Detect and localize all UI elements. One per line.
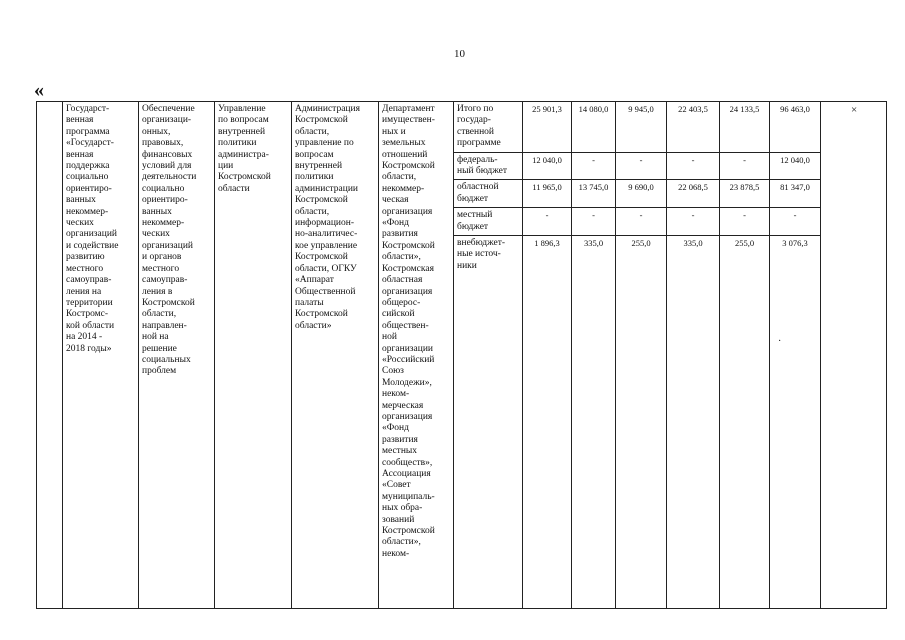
- funding-source-local: местный бюджет: [454, 208, 523, 236]
- value-cell: 1 896,3: [523, 236, 572, 609]
- value-cell: 12 040,0: [523, 152, 572, 180]
- value-cell: 335,0: [667, 236, 720, 609]
- value-cell: -: [616, 208, 667, 236]
- value-cell-total: 3 076,3: [770, 236, 821, 609]
- co-executors-cell: Администрация Костромской области, управление по вопросам внутренней политики администрации Костромской области, информацион- но-аналитичес- кое управление Костромской области, ОГКУ «Аппарат Общественной палаты Костромской области»: [292, 102, 379, 609]
- value-cell: 25 901,3: [523, 102, 572, 153]
- opening-quote-mark: «: [34, 79, 44, 101]
- value-cell: -: [667, 152, 720, 180]
- value-cell-total: -: [770, 208, 821, 236]
- cross-mark: ×: [851, 104, 858, 116]
- value-cell: -: [720, 208, 770, 236]
- page-number: 10: [454, 48, 465, 60]
- participants-cell: Департамент имуществен- ных и земельных отношений Костромской области, некоммер- ческая организация «Фонд развития Костромской области», Костромская областная организация общерос- сийской обществен- ной организации «Российский Союз Молодежи», неком- мерческая организация «Фонд развития местных сообществ», Ассоциация «Совет муниципаль- ных обра- зований Костромской области», неком-: [379, 102, 454, 609]
- program-goal-cell: Обеспечение организаци- онных, правовых, финансовых условий для деятельности социально ориентиро- ванных некоммер- ческих организаций и органов местного самоуправ- ления в Костромской области, направлен- ной на решение социальных проблем: [139, 102, 215, 609]
- value-cell: 335,0: [572, 236, 616, 609]
- value-cell: 255,0: [616, 236, 667, 609]
- value-cell: 23 878,5: [720, 180, 770, 208]
- value-cell: 22 403,5: [667, 102, 720, 153]
- empty-index-cell: [37, 102, 63, 609]
- value-cell: -: [616, 152, 667, 180]
- funding-source-regional: областной бюджет: [454, 180, 523, 208]
- value-cell-total: 96 463,0: [770, 102, 821, 153]
- value-cell: 13 745,0: [572, 180, 616, 208]
- value-cell: -: [523, 208, 572, 236]
- stray-mark: ·: [778, 336, 782, 347]
- empty-last-column: [821, 102, 887, 609]
- value-cell: -: [667, 208, 720, 236]
- responsible-executor-cell: Управление по вопросам внутренней политики администра- ции Костромской области: [215, 102, 292, 609]
- program-table: [36, 101, 887, 609]
- value-cell: 9 945,0: [616, 102, 667, 153]
- funding-source-extrabudgetary: внебюджет- ные источ- ники: [454, 236, 523, 609]
- value-cell: -: [572, 152, 616, 180]
- value-cell-total: 12 040,0: [770, 152, 821, 180]
- value-cell: -: [720, 152, 770, 180]
- value-cell: 24 133,5: [720, 102, 770, 153]
- value-cell: -: [572, 208, 616, 236]
- value-cell-total: 81 347,0: [770, 180, 821, 208]
- value-cell: 22 068,5: [667, 180, 720, 208]
- program-name-cell: Государст- венная программа «Государст- венная поддержка социально ориентиро- ванных некоммер- ческих организаций и содействие развитию местного самоуправ- ления на территории Костромс- кой области на 2014 - 2018 годы»: [63, 102, 139, 609]
- funding-source-total: Итого по государ- ственной программе: [454, 102, 523, 153]
- funding-source-federal: федераль- ный бюджет: [454, 152, 523, 180]
- value-cell: 255,0: [720, 236, 770, 609]
- value-cell: 14 080,0: [572, 102, 616, 153]
- value-cell: 11 965,0: [523, 180, 572, 208]
- value-cell: 9 690,0: [616, 180, 667, 208]
